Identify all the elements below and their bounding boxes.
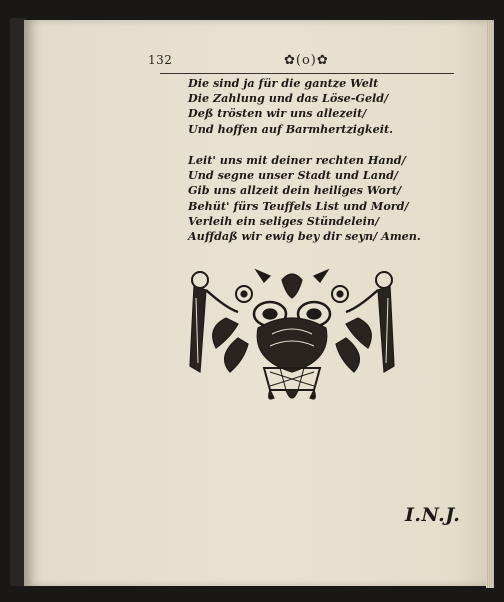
verse-line: Und hoffen auf Barmhertzigkeit. (188, 121, 394, 136)
floral-basket-woodcut-icon (186, 268, 398, 410)
stanza (188, 76, 458, 137)
page-header (148, 53, 448, 73)
closing-initials: I.N.J. (405, 504, 461, 526)
page-number: 132 (148, 53, 173, 67)
verse-line: Verleih ein seliges Stündelein/ (188, 213, 380, 228)
verse-line: Gib uns allzeit dein heiliges Wort/ (188, 183, 402, 198)
verse-line: Leit' uns mit deiner rechten Hand/ (188, 153, 406, 167)
verse-line: Deß trösten wir uns allezeit/ (188, 106, 367, 121)
verse-line: Behüt' fürs Teuffels List und Mord/ (188, 198, 409, 213)
fleuron-icon: ✿(o)✿ (284, 53, 329, 68)
verse-line: Die Zahlung und das Löse-Geld/ (188, 91, 389, 106)
verse-line: Die sind ja für die gantze Welt (188, 76, 379, 90)
header-rule (160, 73, 454, 74)
page-stack-edge (486, 22, 494, 588)
stanza (188, 153, 458, 244)
verse-line: Und segne unser Stadt und Land/ (188, 168, 398, 183)
verse-line: Auffdaß wir ewig bey dir seyn/ Amen. (188, 229, 421, 244)
